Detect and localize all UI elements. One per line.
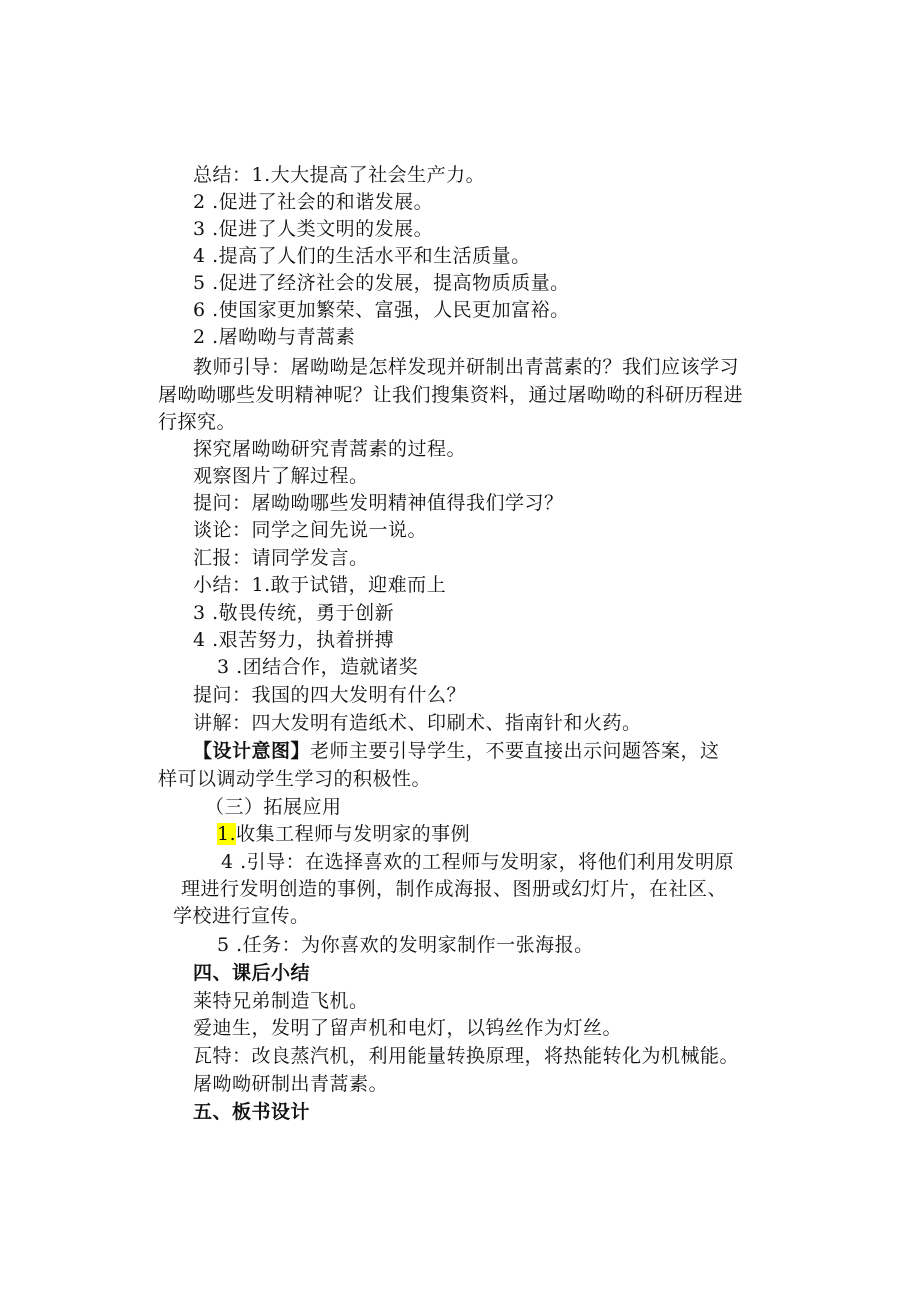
question-line-2: 提问：我国的四大发明有什么？ [193, 684, 467, 706]
heading-four: 四、课后小结 [193, 962, 311, 984]
guide-line-3: 学校进行宣传。 [173, 905, 310, 927]
summary-line-5: 5 .促进了经济社会的发展，提高物质质量。 [193, 272, 570, 294]
summary-line-3: 3 .促进了人类文明的发展。 [193, 218, 434, 240]
conclusion-line-2: 3 .敬畏传统，勇于创新 [193, 602, 395, 624]
conclusion-line-3: 4 .艰苦努力，执着拼搏 [193, 629, 395, 651]
after-class-line-3: 瓦特：改良蒸汽机，利用能量转换原理，将热能转化为机械能。 [193, 1045, 740, 1067]
report-line: 汇报：请同学发言。 [193, 547, 369, 569]
item-one-line [217, 822, 470, 846]
observe-line: 观察图片了解过程。 [193, 465, 369, 487]
item-one-text: 收集工程师与发明家的事例 [236, 823, 471, 845]
subsection-title: 2 .屠呦呦与青蒿素 [193, 326, 356, 348]
teacher-guide-line-3: 行探究。 [158, 411, 237, 433]
explore-line: 探究屠呦呦研究青蒿素的过程。 [193, 438, 467, 460]
summary-line-4: 4 .提高了人们的生活水平和生活质量。 [193, 245, 531, 267]
design-intent-text: 老师主要引导学生，不要直接出示问题答案，这 [310, 740, 720, 762]
guide-line-2: 理进行发明创造的事例，制作成海报、图册或幻灯片，在社区、 [181, 878, 728, 900]
design-intent-line-1 [193, 739, 720, 763]
design-intent-line-2: 样可以调动学生学习的积极性。 [158, 768, 432, 790]
section-three-title: （三）拓展应用 [205, 796, 342, 818]
heading-five: 五、板书设计 [193, 1101, 311, 1123]
summary-line-1: 总结：1.大大提高了社会生产力。 [193, 164, 486, 186]
design-intent-label: 【设计意图】 [193, 740, 311, 762]
guide-line-1: 4 .引导：在选择喜欢的工程师与发明家，将他们利用发明原 [221, 851, 735, 873]
item-one-number: 1. [217, 823, 237, 845]
after-class-line-2: 爱迪生，发明了留声机和电灯，以钨丝作为灯丝。 [193, 1017, 623, 1039]
conclusion-line-1: 小结：1.敢于试错，迎难而上 [193, 574, 447, 596]
teacher-guide-line-1: 教师引导：屠呦呦是怎样发现并研制出青蒿素的？我们应该学习 [193, 356, 740, 378]
lecture-line: 讲解：四大发明有造纸术、印刷术、指南针和火药。 [193, 712, 642, 734]
teacher-guide-line-2: 屠呦呦哪些发明精神呢？让我们搜集资料，通过屠呦呦的科研历程进 [158, 384, 744, 406]
question-line-1: 提问：屠呦呦哪些发明精神值得我们学习？ [193, 492, 564, 514]
task-line: 5 .任务：为你喜欢的发明家制作一张海报。 [217, 934, 594, 956]
after-class-line-4: 屠呦呦研制出青蒿素。 [193, 1073, 389, 1095]
summary-line-2: 2 .促进了社会的和谐发展。 [193, 191, 434, 213]
after-class-line-1: 莱特兄弟制造飞机。 [193, 990, 369, 1012]
conclusion-line-4: 3 .团结合作，造就诸奖 [217, 656, 419, 678]
summary-line-6: 6 .使国家更加繁荣、富强，人民更加富裕。 [193, 299, 570, 321]
discussion-line: 谈论：同学之间先说一说。 [193, 519, 428, 541]
